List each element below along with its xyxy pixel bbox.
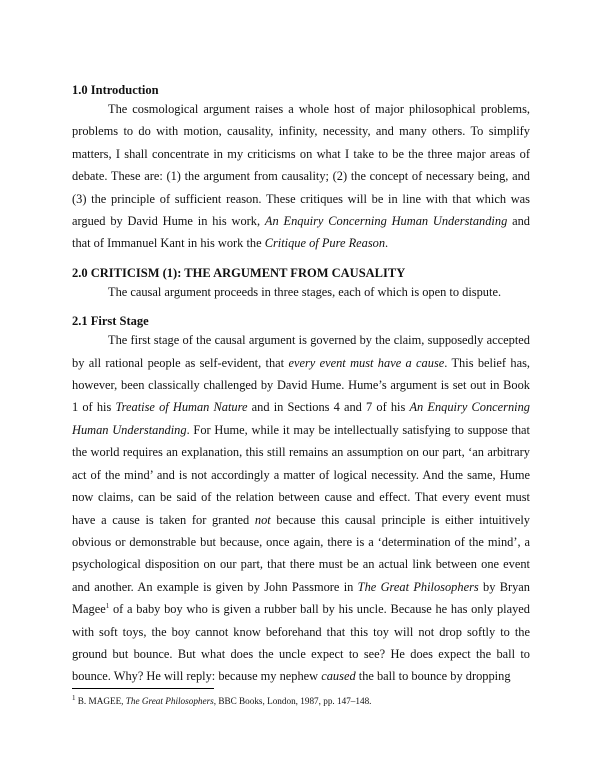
text-run: . This belief has, however, been classically challenged by David Hume. Hume’s argument is set out in Book 1 of his [72,355,530,415]
italic-phrase: every event must have a cause [288,355,445,370]
section-heading-introduction: 1.0 Introduction [72,83,159,97]
text-run: the ball to bounce by dropping [355,669,511,684]
footnote-mark: 1 [72,693,76,702]
paragraph-introduction [72,98,530,255]
footnote-reference[interactable]: 1 [105,602,110,610]
italic-title: Critique of Pure Reason [264,236,386,251]
text-run: and that of Immanuel Kant in his work the [72,214,530,251]
text-run: . [385,236,389,251]
italic-title: An Enquiry Concerning Human Understanding [264,214,508,229]
paragraph-criticism: The causal argument proceeds in three stages, each of which is open to dispute. [108,284,502,299]
italic-word: not [254,512,271,527]
italic-word: caused [321,669,356,684]
section-heading-first-stage: 2.1 First Stage [72,314,149,329]
section-heading-criticism: 2.0 CRITICISM (1): THE ARGUMENT FROM CAUSALITY [72,265,406,280]
text-run: B. MAGEE, [75,696,126,706]
footnote-divider [72,688,214,689]
document-body [72,82,530,688]
footnote [72,695,530,707]
paragraph-first-stage [72,329,530,688]
italic-title: Treatise of Human Nature [115,400,248,415]
text-run: and in Sections 4 and 7 of his [247,400,410,415]
text-run: . For Hume, while it may be intellectually satisfying to suppose that the world requires an explanation, this still remains an assumption on our part, ‘an arbitrary act of the mind’ and is not accordingly a matter of logical necessity. And the same, Hume now claims, can be said of the relation between cause and effect. That every event must have a cause is taken for granted [72,422,530,527]
text-run: The first stage of the causal argument is governed by the claim, supposedly accepted by all rational people as self-evident, that [72,333,530,370]
text-run: of a baby boy who is given a rubber ball by his uncle. Because he has only played with soft toys, the boy cannot know beforehand that this toy will not drop softly to the ground but bounce. But what does the uncle expect to see? He does expect the ball to bounce. Why? He will reply: because my nephew [72,602,530,684]
text-run: The cosmological argument raises a whole host of major philosophical problems, problems to do with motion, causality, infinity, necessity, and many others. To simplify matters, I shall concentrate in my criticisms on what I take to be the three major areas of debate. These are: (1) the argument from causality; (2) the concept of necessary being, and (3) the principle of sufficient reason. These critiques will be in line with that which was argued by David Hume in his work, [72,102,530,229]
text-run: because this causal principle is either intuitively obvious or demonstrable but because, once again, there is a ‘determination of the mind’, a psychological disposition on our part, that there must be an actual link between one event and another. An example is given by John Passmore in [72,512,530,594]
text-run: by Bryan Magee [72,579,531,617]
italic-title: An Enquiry Concerning Human Understanding [72,400,530,437]
italic-title: The Great Philosophers [357,579,479,594]
italic-title: The Great Philosophers [125,696,214,706]
text-run: , BBC Books, London, 1987, pp. 147–148. [213,696,372,706]
